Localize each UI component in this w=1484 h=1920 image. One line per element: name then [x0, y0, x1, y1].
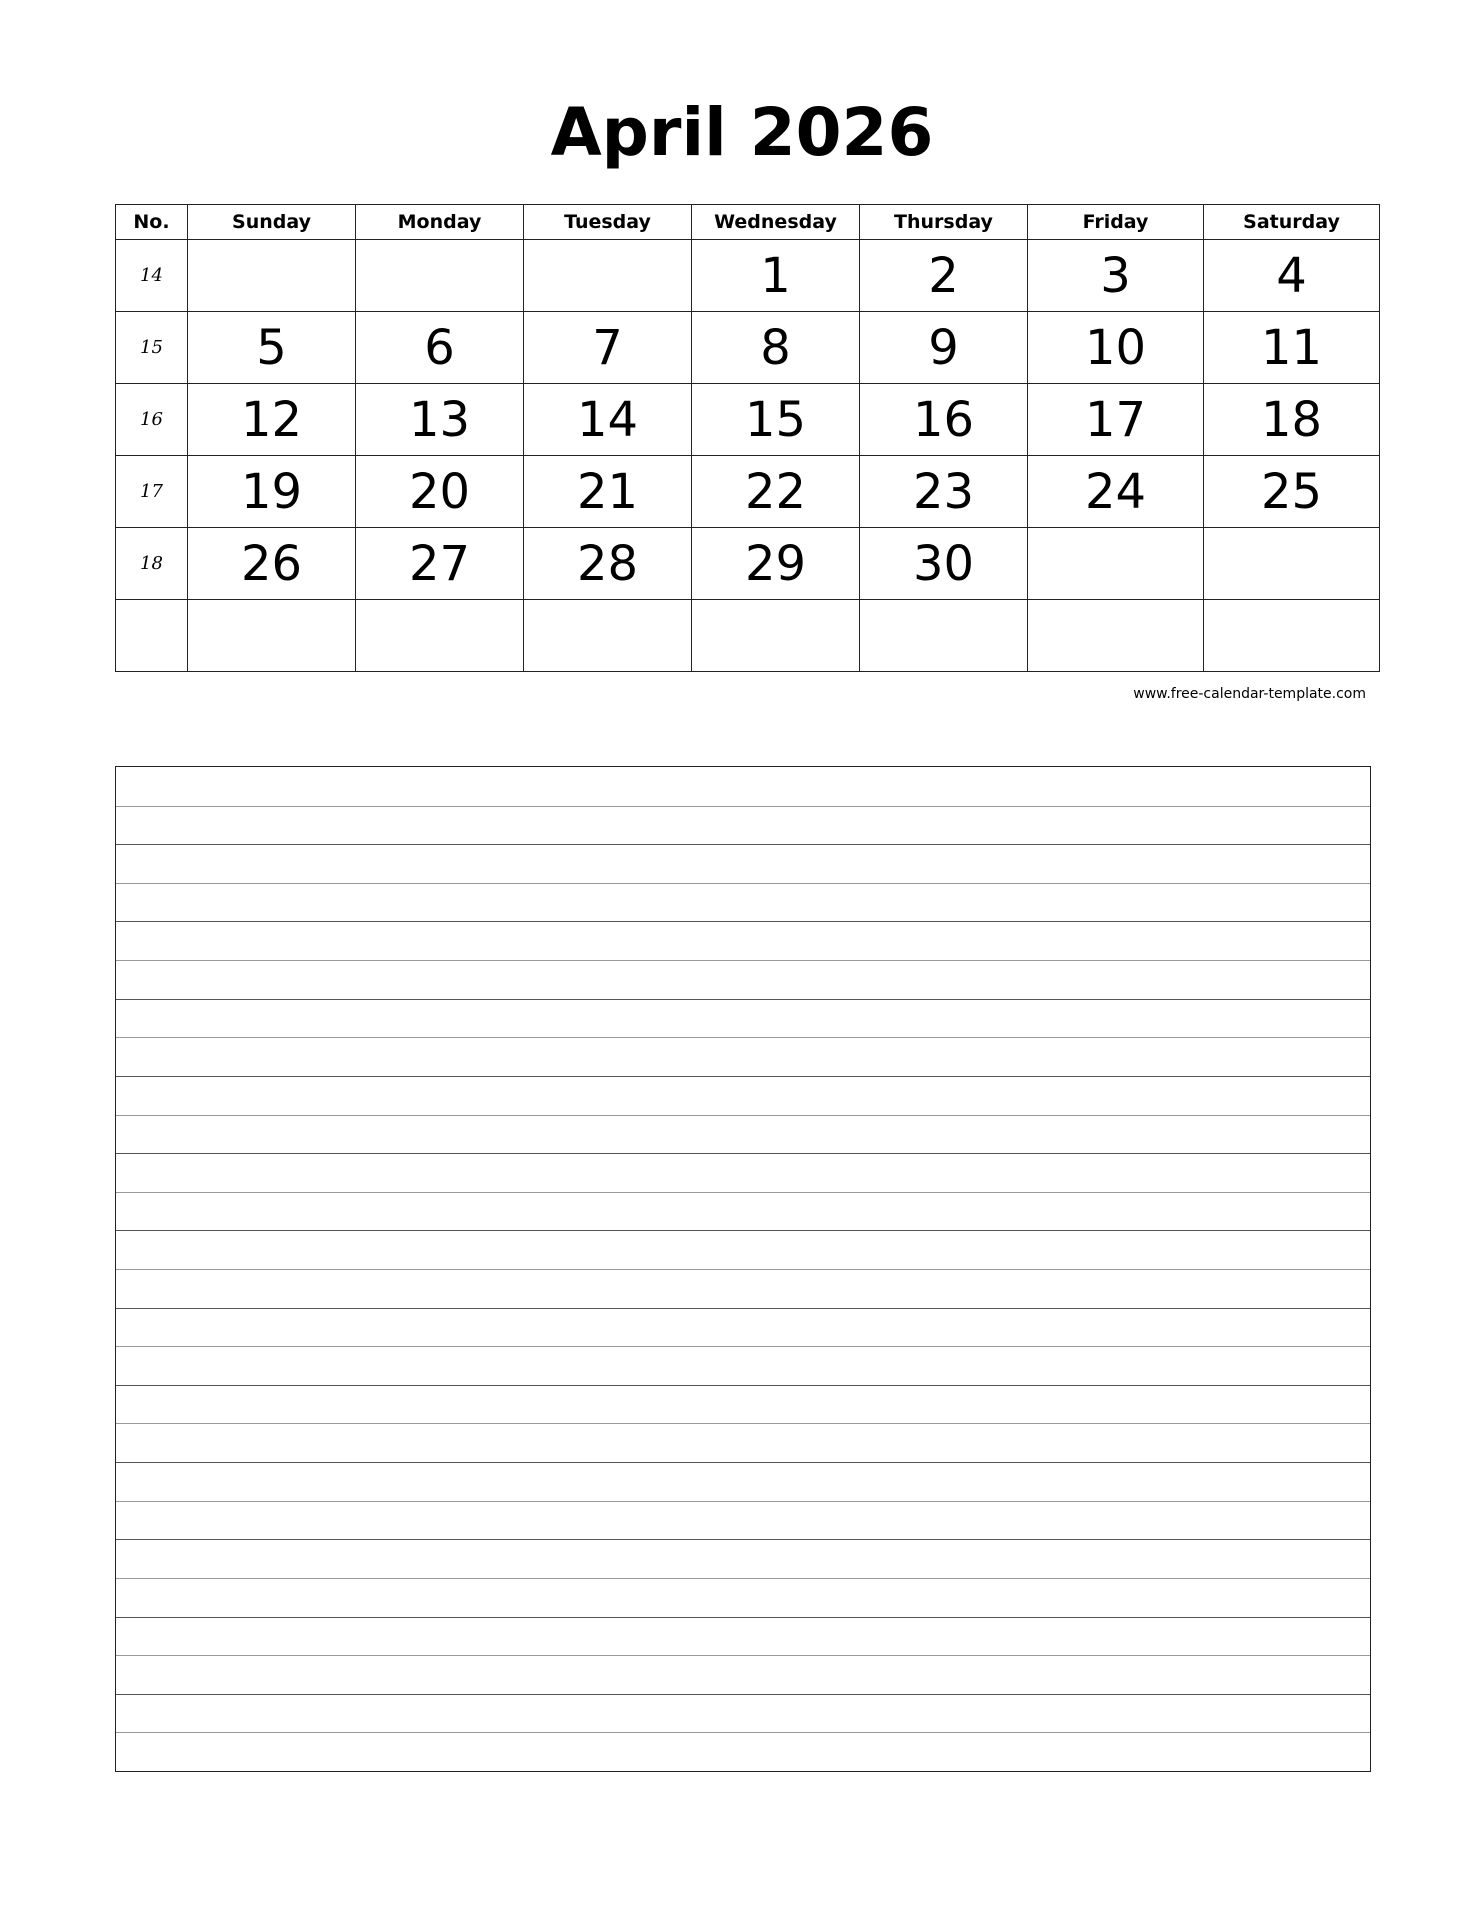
header-row: [116, 205, 1380, 240]
note-line: [116, 1308, 1370, 1309]
week-row: [116, 456, 1380, 528]
day-cell: 15: [692, 384, 860, 456]
note-line: [116, 1037, 1370, 1038]
note-line: [116, 1462, 1370, 1463]
week-row: [116, 384, 1380, 456]
day-cell: [1028, 528, 1204, 600]
week-number: 18: [116, 528, 188, 600]
note-line: [116, 806, 1370, 807]
week-number: 15: [116, 312, 188, 384]
header-tuesday: Tuesday: [524, 205, 692, 240]
day-cell: 21: [524, 456, 692, 528]
day-cell: 2: [860, 240, 1028, 312]
week-row: [116, 600, 1380, 672]
day-cell: 11: [1204, 312, 1380, 384]
note-line: [116, 1076, 1370, 1077]
note-line: [116, 883, 1370, 884]
week-row: [116, 240, 1380, 312]
week-row: [116, 528, 1380, 600]
day-cell: [524, 600, 692, 672]
calendar-title: April 2026: [550, 94, 934, 171]
header-sunday: Sunday: [188, 205, 356, 240]
notes-area[interactable]: [115, 766, 1371, 1772]
day-cell: 5: [188, 312, 356, 384]
note-line: [116, 921, 1370, 922]
week-row: [116, 312, 1380, 384]
day-cell: [692, 600, 860, 672]
day-cell: 16: [860, 384, 1028, 456]
note-line: [116, 960, 1370, 961]
week-number: 16: [116, 384, 188, 456]
header-week-no: No.: [116, 205, 188, 240]
note-line: [116, 1115, 1370, 1116]
header-saturday: Saturday: [1204, 205, 1380, 240]
day-cell: [356, 600, 524, 672]
note-line: [116, 1385, 1370, 1386]
header-monday: Monday: [356, 205, 524, 240]
day-cell: 29: [692, 528, 860, 600]
week-number: 14: [116, 240, 188, 312]
day-cell: [188, 600, 356, 672]
day-cell: 26: [188, 528, 356, 600]
note-line: [116, 1617, 1370, 1618]
note-line: [116, 1423, 1370, 1424]
note-line: [116, 1655, 1370, 1656]
day-cell: 8: [692, 312, 860, 384]
day-cell: 20: [356, 456, 524, 528]
note-line: [116, 1346, 1370, 1347]
week-number: 17: [116, 456, 188, 528]
note-line: [116, 1578, 1370, 1579]
day-cell: 14: [524, 384, 692, 456]
day-cell: 24: [1028, 456, 1204, 528]
day-cell: 19: [188, 456, 356, 528]
day-cell: 22: [692, 456, 860, 528]
day-cell: 25: [1204, 456, 1380, 528]
note-line: [116, 1694, 1370, 1695]
header-friday: Friday: [1028, 205, 1204, 240]
day-cell: [860, 600, 1028, 672]
day-cell: 18: [1204, 384, 1380, 456]
note-line: [116, 1269, 1370, 1270]
day-cell: 30: [860, 528, 1028, 600]
day-cell: [356, 240, 524, 312]
note-line: [116, 1501, 1370, 1502]
day-cell: 10: [1028, 312, 1204, 384]
note-line: [116, 999, 1370, 1000]
day-cell: 4: [1204, 240, 1380, 312]
note-line: [116, 1230, 1370, 1231]
header-wednesday: Wednesday: [692, 205, 860, 240]
day-cell: 23: [860, 456, 1028, 528]
note-line: [116, 844, 1370, 845]
day-cell: 17: [1028, 384, 1204, 456]
day-cell: 3: [1028, 240, 1204, 312]
day-cell: [1204, 528, 1380, 600]
website-credit: www.free-calendar-template.com: [1133, 686, 1366, 702]
week-number: [116, 600, 188, 672]
day-cell: 7: [524, 312, 692, 384]
day-cell: 6: [356, 312, 524, 384]
calendar-grid: [115, 204, 1380, 672]
note-line: [116, 1153, 1370, 1154]
note-line: [116, 1539, 1370, 1540]
day-cell: 9: [860, 312, 1028, 384]
header-thursday: Thursday: [860, 205, 1028, 240]
day-cell: [1204, 600, 1380, 672]
day-cell: 12: [188, 384, 356, 456]
day-cell: [1028, 600, 1204, 672]
day-cell: 27: [356, 528, 524, 600]
day-cell: 13: [356, 384, 524, 456]
note-line: [116, 1192, 1370, 1193]
day-cell: 1: [692, 240, 860, 312]
day-cell: [188, 240, 356, 312]
day-cell: [524, 240, 692, 312]
note-line: [116, 1732, 1370, 1733]
day-cell: 28: [524, 528, 692, 600]
